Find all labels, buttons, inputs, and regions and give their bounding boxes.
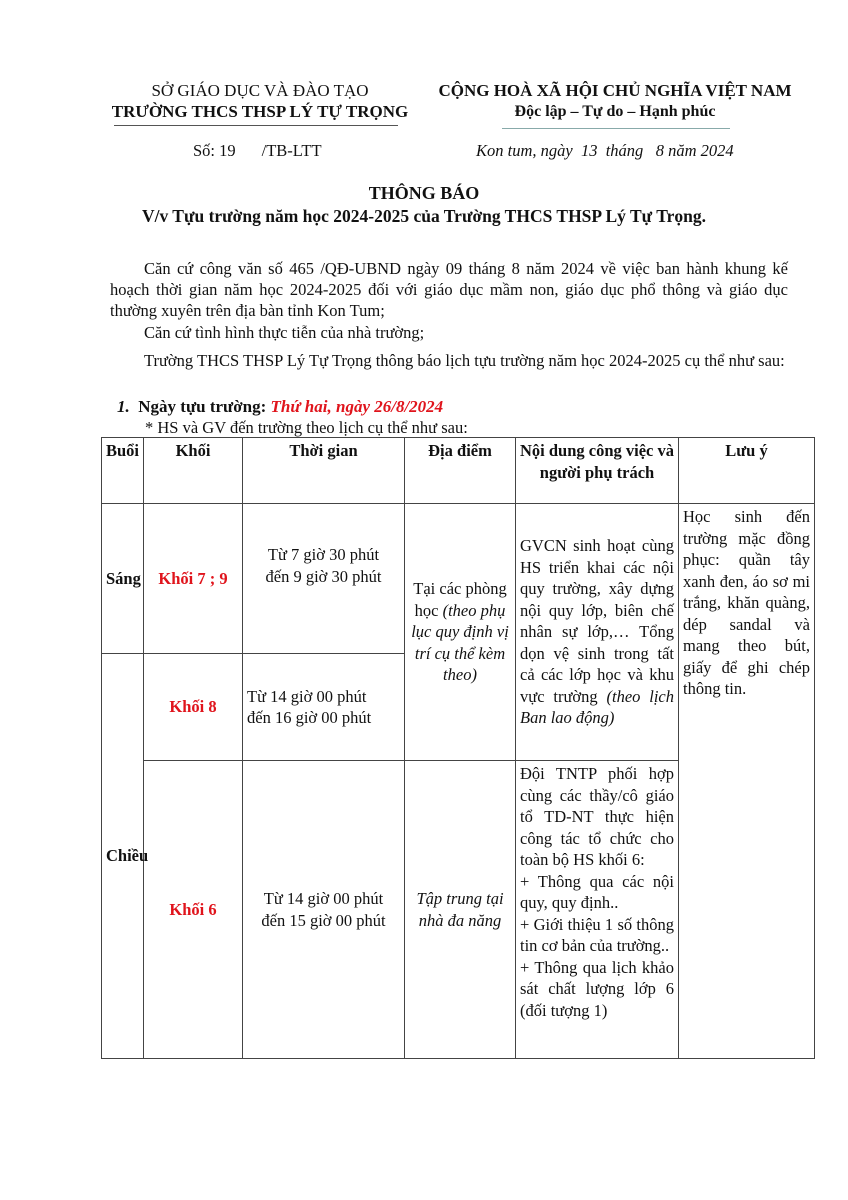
document-title: THÔNG BÁO: [368, 183, 480, 203]
content-line: Đội TNTP phối hợp cùng các thầy/cô giáo tổ TD-NT thực hiện công tác tổ chức cho toàn bộ HS khối 6:: [520, 764, 674, 869]
location-cell: [405, 504, 516, 761]
time-cell: [243, 761, 405, 1059]
table-row: [102, 504, 815, 654]
document-subtitle: V/v Tựu trường năm học 2024-2025 của Trường THCS THSP Lý Tự Trọng.: [142, 206, 706, 226]
document-number: [193, 141, 322, 161]
section-date: Thứ hai, ngày 26/8/2024: [270, 397, 444, 416]
time-end: đến 15 giờ 00 phút: [261, 910, 386, 930]
date-place: Kon tum, ngày: [476, 141, 573, 160]
content-cell: [516, 761, 679, 1059]
divider: [114, 125, 398, 126]
time-start: Từ 14 giờ 00 phút: [263, 889, 384, 908]
time-start: Từ 7 giờ 30 phút: [267, 545, 380, 564]
location-detail: (theo phụ lục quy định vị trí cụ thể kèm theo): [411, 600, 509, 685]
content-detail: (theo lịch Ban lao động): [520, 686, 674, 728]
number-suffix: /TB-LTT: [261, 141, 322, 160]
grade-cell: Khối 7 ; 9: [144, 504, 243, 654]
grade-cell: Khối 6: [144, 761, 243, 1059]
date-month-label: tháng: [605, 141, 644, 160]
schedule-table: [101, 437, 815, 1059]
header-note: Lưu ý: [679, 438, 815, 504]
time-end: đến 9 giờ 30 phút: [265, 566, 382, 586]
content-line: + Thông qua lịch khảo sát chất lượng lớp 6 (đối tượng 1): [520, 957, 674, 1020]
content-cell: [516, 504, 679, 761]
section-number: 1.: [117, 397, 130, 416]
motto: Độc lập – Tự do – Hạnh phúc: [514, 103, 716, 120]
table-header-row: [102, 438, 815, 504]
header-content: Nội dung công việc và người phụ trách: [516, 438, 679, 504]
time-cell: [243, 654, 405, 761]
session-afternoon: Chiều: [102, 654, 144, 1059]
header-time: Thời gian: [243, 438, 405, 504]
department-name: SỞ GIÁO DỤC VÀ ĐÀO TẠO: [151, 81, 369, 100]
date-day: 13: [580, 141, 598, 160]
content-line: + Thông qua các nội quy, quy định..: [520, 871, 674, 912]
grade-cell: Khối 8: [144, 654, 243, 761]
time-end: đến 16 giờ 00 phút: [247, 708, 372, 727]
right-header: [425, 80, 805, 122]
location-main: Tại các phòng học: [413, 579, 507, 620]
left-header: [100, 80, 420, 122]
country-name: CỘNG HOÀ XÃ HỘI CHỦ NGHĨA VIỆT NAM: [438, 81, 792, 100]
school-name: TRƯỜNG THCS THSP LÝ TỰ TRỌNG: [111, 102, 409, 121]
number-label: Số: 19: [193, 141, 236, 160]
time-cell: [243, 504, 405, 654]
session-morning: Sáng: [102, 504, 144, 654]
note-cell: Học sinh đến trường mặc đồng phục: quần tây xanh đen, áo sơ mi trắng, khăn quàng, dép sandal và mang theo bút, giấy để ghi chép thông tin.: [679, 504, 815, 1059]
date-month: 8: [655, 141, 664, 160]
date-year: năm 2024: [668, 141, 734, 160]
header-grade: Khối: [144, 438, 243, 504]
section-label: Ngày tựu trường:: [138, 397, 267, 416]
header-session: Buổi: [102, 438, 144, 504]
location-cell: Tập trung tại nhà đa năng: [405, 761, 516, 1059]
time-start: Từ 14 giờ 00 phút: [247, 686, 367, 706]
section-note: * HS và GV đến trường theo lịch cụ thể như sau:: [145, 418, 468, 437]
document-date: [476, 141, 734, 161]
section-heading: [117, 397, 443, 417]
paragraph: Trường THCS THSP Lý Tự Trọng thông báo lịch tựu trường năm học 2024-2025 cụ thể như sau:: [144, 351, 785, 370]
divider: [502, 128, 730, 129]
header-location: Địa điểm: [405, 438, 516, 504]
paragraph: Căn cứ tình hình thực tiễn của nhà trường;: [144, 323, 425, 342]
content-main: GVCN sinh hoạt cùng HS triển khai các nội quy trường, xây dựng nội quy lớp, biên chế nhân sự lớp,… Tổng dọn vệ sinh trong tất cả các lớp học và khu vực trường: [520, 536, 674, 706]
paragraph: Căn cứ công văn số 465 /QĐ-UBND ngày 09 tháng 8 năm 2024 về việc ban hành khung kế hoạch thời gian năm học 2024-2025 đối với giáo dục mầm non, giáo dục phổ thông và giáo dục thường xuyên trên địa bàn tỉnh Kon Tum;: [110, 259, 788, 320]
content-line: + Giới thiệu 1 số thông tin cơ bản của trường..: [520, 914, 674, 955]
